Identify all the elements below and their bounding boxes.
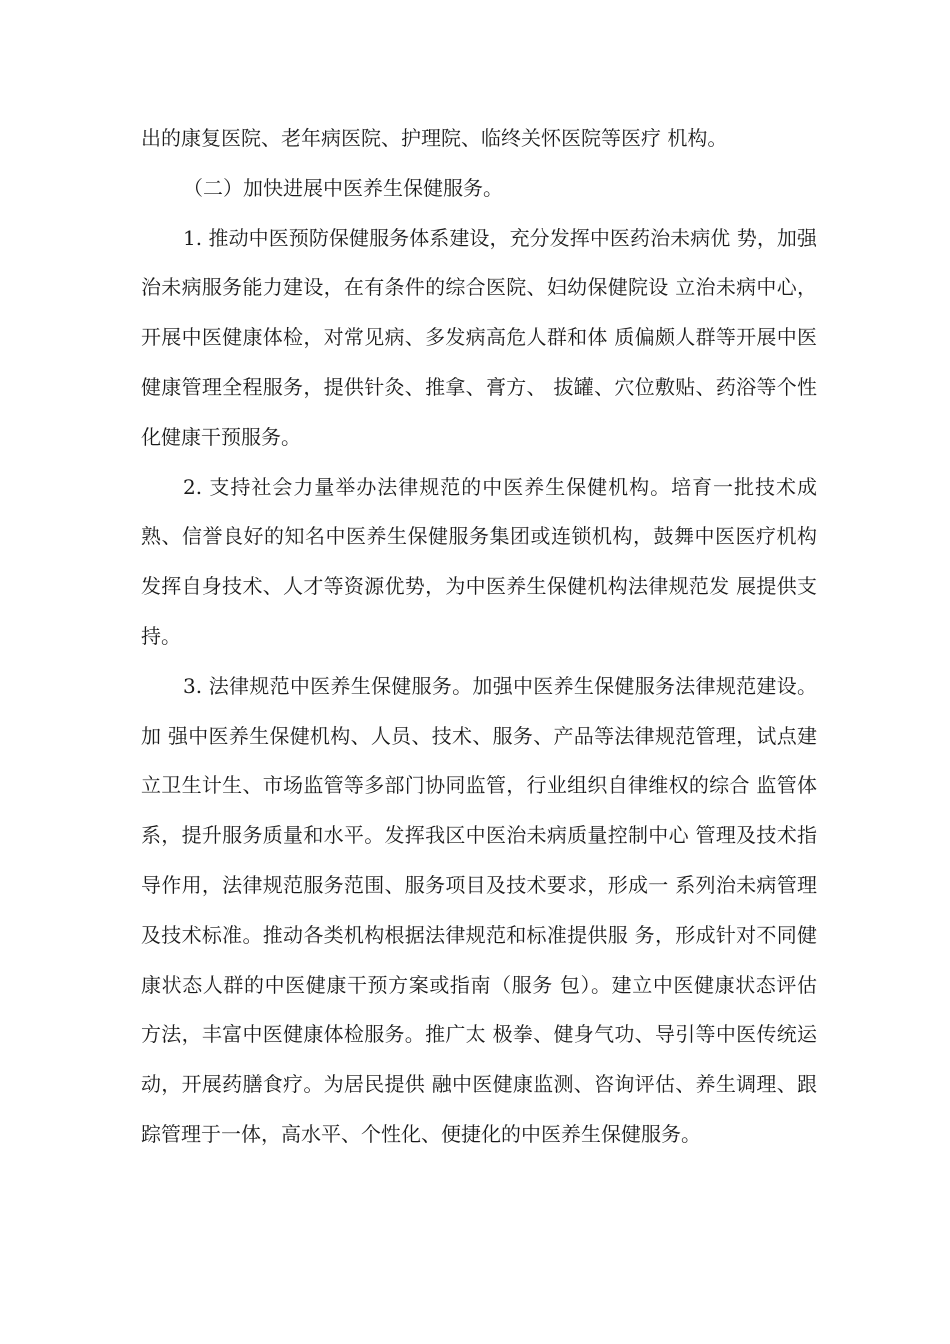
paragraph-item-3: 3. 法律规范中医养生保健服务。加强中医养生保健服务法律规范建设。加 强中医养生保健机构、人员、技术、服务、产品等法律规范管理，试点建 立卫生计生、市场监管等多部门协同监管，行业组织自律维权的综合 监管体系，提升服务质量和水平。发挥我区中医治未病质量控制中心 管理及技术指导作用，法律规范服务范围、服务项目及技术要求，形成一 系列治未病管理及技术标准。推动各类机构根据法律规范和标准提供服 务，形成针对不同健康状态人群的中医健康干预方案或指南（服务 包）。建立中医健康状态评估方法，丰富中医健康体检服务。推广太 极拳、健身气功、导引等中医传统运动，开展药膳食疗。为居民提供 融中医健康监测、咨询评估、养生调理、跟踪管理于一体，高水平、个性化、便捷化的中医养生保健服务。 (141, 673, 817, 1146)
section-heading: （二）加快进展中医养生保健服务。 (183, 175, 503, 200)
paragraph-continuation: 出的康复医院、老年病医院、护理院、临终关怀医院等医疗 机构。 (141, 126, 728, 150)
paragraph-item-1: 1. 推动中医预防保健服务体系建设，充分发挥中医药治未病优 势，加强治未病服务能力建设，在有条件的综合医院、妇幼保健院设 立治未病中心，开展中医健康体检，对常见病、多发病高危人群和体 质偏颇人群等开展中医健康管理全程服务，提供针灸、推拿、膏方、 拔罐、穴位敷贴、药浴等个性化健康干预服务。 (141, 225, 817, 449)
paragraph-item-2: 2. 支持社会力量举办法律规范的中医养生保健机构。培育一批技术成 熟、信誉良好的知名中医养生保健服务集团或连锁机构，鼓舞中医医疗机构发挥自身技术、人才等资源优势，为中医养生保健机构法律规范发 展提供支持。 (141, 474, 817, 648)
document-body (141, 114, 817, 1160)
